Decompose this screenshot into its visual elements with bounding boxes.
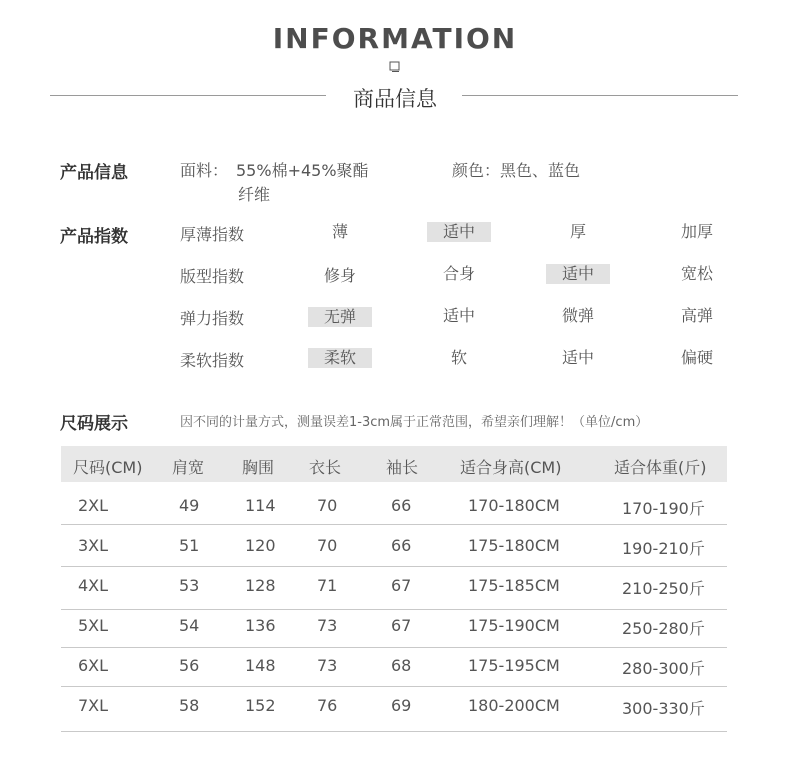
title-english: INFORMATION bbox=[272, 22, 518, 55]
table-cell: 170-190斤 bbox=[622, 499, 705, 518]
table-header-cell: 衣长 bbox=[309, 458, 342, 477]
row-divider bbox=[61, 524, 727, 525]
table-cell: 175-180CM bbox=[468, 536, 560, 555]
fabric-value-line2: 纤维 bbox=[238, 185, 271, 204]
table-cell: 67 bbox=[391, 616, 412, 635]
table-cell: 180-200CM bbox=[468, 696, 560, 715]
table-cell: 190-210斤 bbox=[622, 539, 705, 558]
title-chinese: 商品信息 bbox=[353, 87, 437, 111]
table-header-cell: 尺码(CM) bbox=[73, 458, 143, 477]
color-info: 颜色：黑色、蓝色 bbox=[452, 161, 581, 180]
index-option: 合身 bbox=[442, 264, 475, 283]
index-option-selected: 柔软 bbox=[308, 348, 372, 368]
table-cell: 114 bbox=[245, 496, 276, 515]
table-cell: 120 bbox=[245, 536, 276, 555]
row-divider bbox=[61, 566, 727, 567]
table-header-cell: 袖长 bbox=[386, 458, 419, 477]
table-cell: 49 bbox=[179, 496, 200, 515]
product-info-label: 产品信息 bbox=[60, 163, 128, 183]
table-cell: 4XL bbox=[78, 576, 109, 595]
table-cell: 175-195CM bbox=[468, 656, 560, 675]
table-cell: 2XL bbox=[78, 496, 109, 515]
index-option: 薄 bbox=[331, 222, 348, 241]
fabric-value-line1: 55%棉+45%聚酯 bbox=[236, 161, 369, 180]
index-name: 柔软指数 bbox=[180, 351, 245, 370]
row-divider bbox=[61, 731, 727, 732]
index-option: 偏硬 bbox=[680, 348, 713, 367]
table-cell: 67 bbox=[391, 576, 412, 595]
index-option: 适中 bbox=[561, 348, 594, 367]
table-cell: 300-330斤 bbox=[622, 699, 705, 718]
index-option-selected: 无弹 bbox=[308, 307, 372, 327]
table-cell: 69 bbox=[391, 696, 412, 715]
table-cell: 71 bbox=[317, 576, 338, 595]
table-cell: 58 bbox=[179, 696, 200, 715]
index-name: 版型指数 bbox=[180, 267, 245, 286]
row-divider bbox=[61, 647, 727, 648]
row-divider bbox=[61, 609, 727, 610]
index-option: 软 bbox=[450, 348, 467, 367]
table-cell: 175-190CM bbox=[468, 616, 560, 635]
table-cell: 66 bbox=[391, 536, 412, 555]
table-cell: 210-250斤 bbox=[622, 579, 705, 598]
index-option: 修身 bbox=[323, 266, 356, 285]
table-cell: 175-185CM bbox=[468, 576, 560, 595]
product-index-label: 产品指数 bbox=[60, 227, 128, 247]
table-cell: 70 bbox=[317, 536, 338, 555]
table-header-cell: 胸围 bbox=[242, 458, 275, 477]
size-note: 因不同的计量方式，测量误差1-3cm属于正常范围，希望亲们理解！（单位/cm） bbox=[180, 415, 649, 430]
table-cell: 6XL bbox=[78, 656, 109, 675]
index-option-selected: 适中 bbox=[546, 264, 610, 284]
table-cell: 70 bbox=[317, 496, 338, 515]
table-cell: 170-180CM bbox=[468, 496, 560, 515]
table-cell: 76 bbox=[317, 696, 338, 715]
table-cell: 51 bbox=[179, 536, 200, 555]
index-name: 厚薄指数 bbox=[180, 225, 245, 244]
table-cell: 128 bbox=[245, 576, 276, 595]
table-cell: 280-300斤 bbox=[622, 659, 705, 678]
fabric-label: 面料： bbox=[180, 161, 229, 180]
table-cell: 73 bbox=[317, 656, 338, 675]
index-name: 弹力指数 bbox=[180, 309, 245, 328]
table-header-cell: 肩宽 bbox=[172, 458, 205, 477]
index-option-selected: 适中 bbox=[427, 222, 491, 242]
table-cell: 54 bbox=[179, 616, 200, 635]
table-cell: 53 bbox=[179, 576, 200, 595]
size-section-label: 尺码展示 bbox=[60, 414, 128, 434]
table-cell: 3XL bbox=[78, 536, 109, 555]
index-option: 微弹 bbox=[561, 306, 594, 325]
table-cell: 66 bbox=[391, 496, 412, 515]
index-option: 厚 bbox=[569, 222, 586, 241]
square-outline-icon bbox=[389, 61, 400, 72]
table-cell: 148 bbox=[245, 656, 276, 675]
table-cell: 5XL bbox=[78, 616, 109, 635]
table-header-cell: 适合体重(斤) bbox=[614, 458, 707, 477]
table-cell: 152 bbox=[245, 696, 276, 715]
table-cell: 73 bbox=[317, 616, 338, 635]
index-option: 高弹 bbox=[680, 306, 713, 325]
header-divider-right bbox=[462, 95, 738, 96]
header-divider-left bbox=[50, 95, 326, 96]
index-option: 加厚 bbox=[680, 222, 713, 241]
table-cell: 68 bbox=[391, 656, 412, 675]
index-option: 适中 bbox=[442, 306, 475, 325]
table-cell: 250-280斤 bbox=[622, 619, 705, 638]
table-cell: 136 bbox=[245, 616, 276, 635]
table-cell: 7XL bbox=[78, 696, 109, 715]
table-header-cell: 适合身高(CM) bbox=[460, 458, 562, 477]
index-option: 宽松 bbox=[680, 264, 713, 283]
table-cell: 56 bbox=[179, 656, 200, 675]
row-divider bbox=[61, 686, 727, 687]
